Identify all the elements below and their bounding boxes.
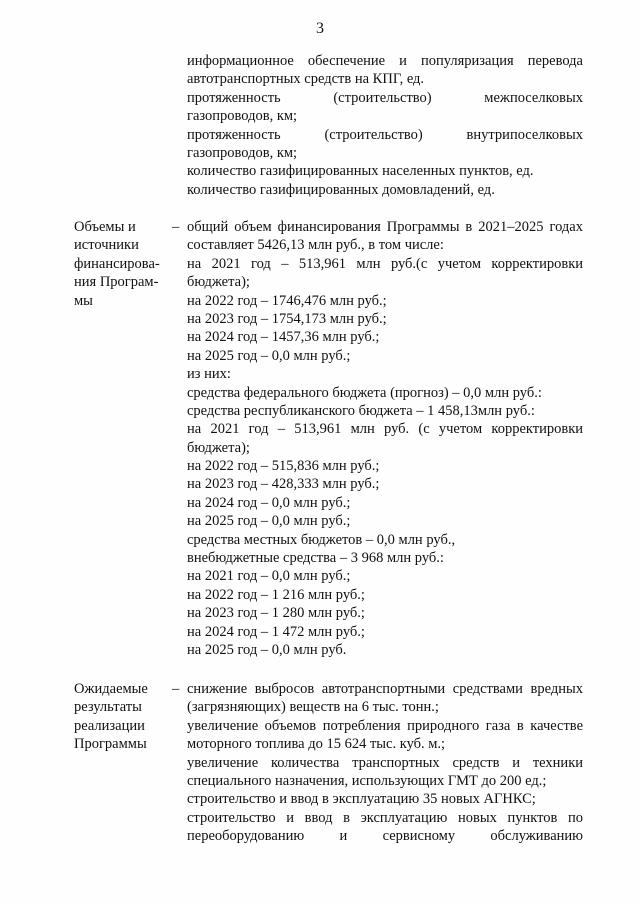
text-line: на 2024 год – 1 472 млн руб.; — [187, 623, 365, 640]
text-line: на 2024 год – 1457,36 млн руб.; — [187, 329, 380, 346]
text-line: строительство и ввод в эксплуатацию новых пунктов по — [187, 809, 583, 826]
text-line: увеличение объемов потребления природного газа в качестве — [187, 717, 583, 734]
text-line: внебюджетные средства – 3 968 млн руб.: — [187, 550, 444, 567]
intro-text — [187, 52, 583, 199]
text-line: на 2022 год – 1 216 млн руб.; — [187, 586, 365, 603]
text-line: на 2023 год – 1 280 млн руб.; — [187, 605, 365, 622]
text-line: на 2021 год – 0,0 млн руб.; — [187, 568, 351, 585]
text-line: на 2025 год – 0,0 млн руб.; — [187, 513, 351, 530]
text-line: на 2023 год – 1754,173 млн руб.; — [187, 310, 387, 327]
section-label-line: Объемы и — [74, 219, 136, 235]
text-line: количество газифицированных домовладений, ед. — [187, 181, 495, 198]
text-line: автотранспортных средств на КПГ, ед. — [187, 71, 425, 88]
text-line: общий объем финансирования Программы в 2021–2025 годах — [187, 219, 583, 235]
text-line: на 2022 год – 515,836 млн руб.; — [187, 458, 380, 475]
text-line: на 2021 год – 513,961 млн руб.(с учетом корректировки — [187, 255, 583, 272]
text-line: протяженность (строительство) межпоселковых — [187, 89, 583, 106]
text-line: бюджета); — [187, 439, 250, 456]
text-line: снижение выбросов автотранспортными средствами вредных — [187, 681, 583, 697]
section-label-line: реализации — [74, 717, 145, 734]
text-line: на 2025 год – 0,0 млн руб.; — [187, 347, 351, 364]
text-line: на 2022 год – 1746,476 млн руб.; — [187, 292, 387, 309]
text-line: специального назначения, использующих ГМТ до 200 ед.; — [187, 772, 547, 789]
results-dash: – — [172, 681, 180, 697]
text-line: бюджета); — [187, 274, 250, 291]
section-label-line: финансирова- — [74, 255, 160, 272]
text-line: на 2025 год – 0,0 млн руб. — [187, 641, 347, 658]
text-line: составляет 5426,13 млн руб., в том числе: — [187, 237, 444, 254]
text-line: на 2023 год – 428,333 млн руб.; — [187, 476, 380, 493]
text-line: строительство и ввод в эксплуатацию 35 новых АГНКС; — [187, 791, 536, 808]
text-line: увеличение количества транспортных средств и техники — [187, 754, 583, 771]
text-line: протяженность (строительство) внутрипоселковых — [187, 126, 583, 143]
page-number: 3 — [316, 20, 324, 37]
section-label-line: Программы — [74, 736, 147, 753]
section-label-line: Ожидаемые — [74, 681, 148, 697]
text-line: (загрязняющих) веществ на 6 тыс. тонн.; — [187, 699, 439, 716]
finance-label — [74, 218, 174, 310]
section-label-line: ния Програм- — [74, 274, 159, 291]
text-line: газопроводов, км; — [187, 108, 298, 125]
text-line: моторного топлива до 15 624 тыс. куб. м.; — [187, 736, 446, 753]
section-label-line: источники — [74, 237, 139, 254]
results-text — [187, 680, 583, 846]
text-line: на 2024 год – 0,0 млн руб.; — [187, 494, 351, 511]
results-label — [74, 680, 174, 754]
text-line: из них: — [187, 366, 231, 383]
text-line: газопроводов, км; — [187, 144, 298, 161]
text-line: на 2021 год – 513,961 млн руб. (с учетом корректировки — [187, 421, 583, 438]
text-line: количество газифицированных населенных пунктов, ед. — [187, 163, 534, 180]
text-line: средства местных бюджетов – 0,0 млн руб., — [187, 531, 456, 548]
text-line: средства федерального бюджета (прогноз) – 0,0 млн руб.: — [187, 384, 542, 401]
finance-text — [187, 218, 583, 659]
section-label-line: мы — [74, 292, 93, 309]
text-line: переоборудованию и сервисному обслуживанию — [187, 828, 583, 845]
finance-dash: – — [172, 219, 180, 235]
section-label-line: результаты — [74, 699, 142, 716]
text-line: средства республиканского бюджета – 1 458,13млн руб.: — [187, 402, 535, 419]
text-line: информационное обеспечение и популяризация перевода — [187, 53, 583, 69]
